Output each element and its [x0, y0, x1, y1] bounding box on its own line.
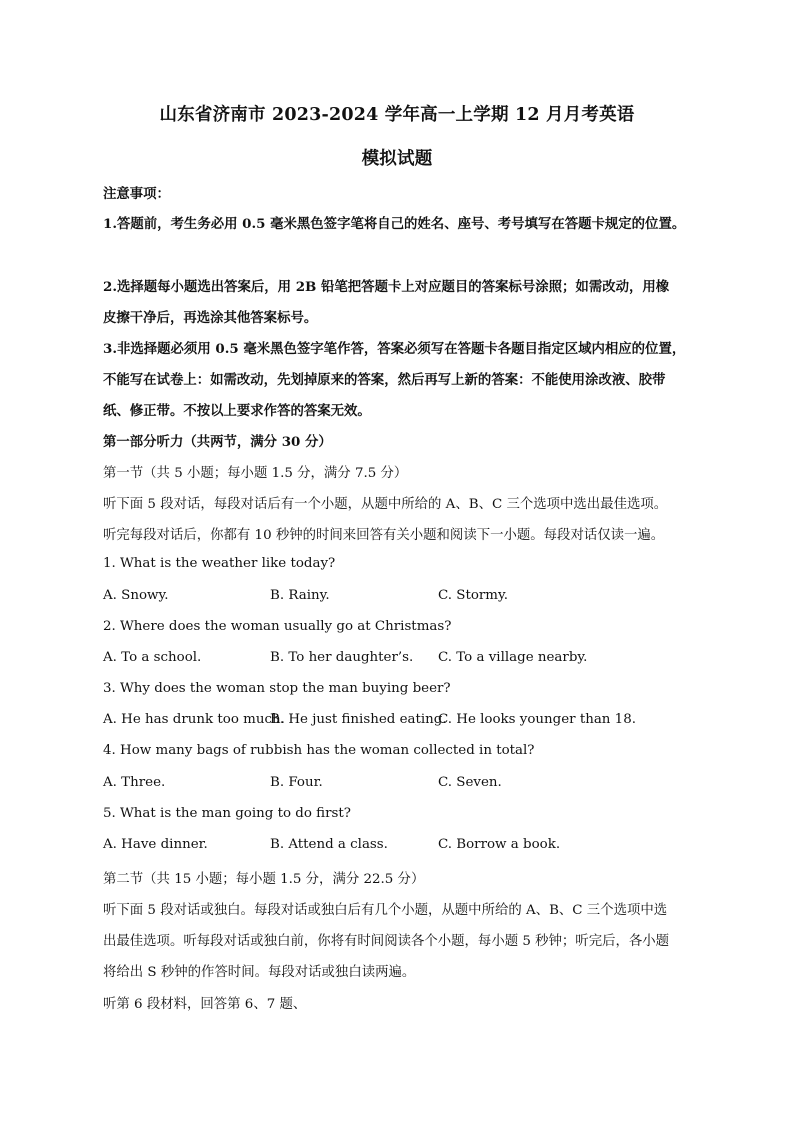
question-4: 4. How many bags of rubbish has the woman collected in total? [103, 743, 535, 758]
question-5: 5. What is the man going to do first? [103, 806, 351, 821]
section1-heading: 第一节（共 5 小题；每小题 1.5 分，满分 7.5 分） [103, 466, 408, 481]
option-a: A. Have dinner. [103, 837, 208, 852]
notice-item-3-line-2: 不能写在试卷上：如需改动，先划掉原来的答案，然后再写上新的答案：不能使用涂改液、胶带 [103, 372, 666, 388]
option-b: B. Attend a class. [270, 837, 388, 852]
section2-instructions-line-3: 将给出 S 秒钟的作答时间。每段对话或独白读两遍。 [103, 965, 416, 980]
section2-instructions-line-2: 出最佳选项。听每段对话或独白前，你将有时间阅读各个小题，每小题 5 秒钟；听完后，各小题 [103, 934, 670, 949]
exam-subtitle: 模拟试题 [361, 149, 433, 169]
question-1: 1. What is the weather like today? [103, 556, 336, 571]
exam-title: 山东省济南市 2023-2024 学年高一上学期 12 月月考英语 [159, 105, 635, 125]
option-c: C. Seven. [438, 775, 502, 790]
option-b: B. He just finished eating. [270, 712, 447, 727]
option-a: A. Snowy. [103, 588, 169, 603]
section1-instructions-line-2: 听完每段对话后，你都有 10 秒钟的时间来回答有关小题和阅读下一小题。每段对话仅读一遍。 [103, 528, 665, 543]
question-2: 2. Where does the woman usually go at Christmas? [103, 619, 452, 634]
notice-heading: 注意事项： [103, 186, 170, 202]
option-c: C. Stormy. [438, 588, 509, 603]
option-a: A. Three. [103, 775, 166, 790]
option-a: A. To a school. [103, 650, 202, 665]
notice-item-1: 1.答题前，考生务必用 0.5 毫米黑色签字笔将自己的姓名、座号、考号填写在答题卡规定的位置。 [103, 216, 686, 232]
part1-heading: 第一部分听力（共两节，满分 30 分） [103, 434, 332, 450]
option-c: C. He looks younger than 18. [438, 712, 636, 727]
section2-heading: 第二节（共 15 小题；每小题 1.5 分，满分 22.5 分） [103, 872, 425, 887]
option-a: A. He has drunk too much. [103, 712, 285, 727]
material-6-prompt: 听第 6 段材料，回答第 6、7 题、 [103, 997, 307, 1012]
option-b: B. To her daughter’s. [270, 650, 414, 665]
option-b: B. Four. [270, 775, 323, 790]
option-c: C. To a village nearby. [438, 650, 588, 665]
option-b: B. Rainy. [270, 588, 330, 603]
section1-instructions-line-1: 听下面 5 段对话，每段对话后有一个小题，从题中所给的 A、B、C 三个选项中选出最佳选项。 [103, 497, 668, 512]
notice-item-2-line-1: 2.选择题每小题选出答案后，用 2B 铅笔把答题卡上对应题目的答案标号涂照；如需改动，用橡 [103, 279, 670, 295]
notice-item-3-line-3: 纸、修正带。不按以上要求作答的答案无效。 [103, 403, 371, 419]
section2-instructions-line-1: 听下面 5 段对话或独白。每段对话或独白后有几个小题，从题中所给的 A、B、C 三个选项中选 [103, 903, 668, 918]
question-3: 3. Why does the woman stop the man buying beer? [103, 681, 451, 696]
option-c: C. Borrow a book. [438, 837, 561, 852]
notice-item-3-line-1: 3.非选择题必须用 0.5 毫米黑色签字笔作答，答案必须写在答题卡各题目指定区域内相应的位置， [103, 341, 686, 357]
notice-item-2-line-2: 皮擦干净后，再选涂其他答案标号。 [103, 310, 318, 326]
